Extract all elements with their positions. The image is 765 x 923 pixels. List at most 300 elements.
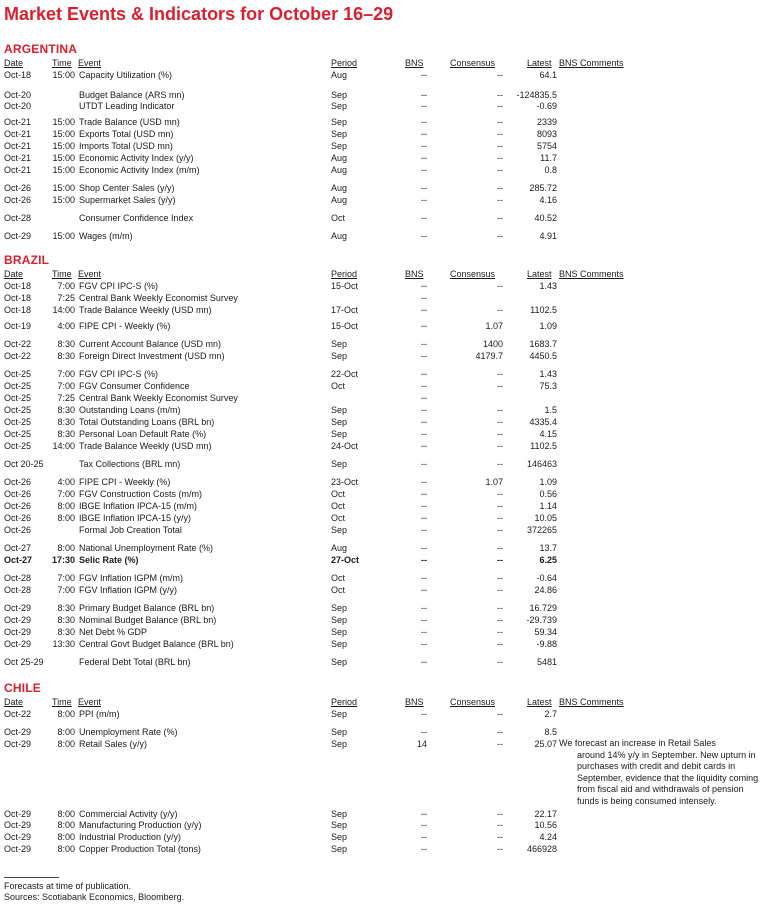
row-period: Sep	[331, 727, 348, 737]
row-bns: --	[421, 429, 427, 439]
row-event: Federal Debt Total (BRL bn)	[79, 657, 191, 667]
row-consensus: --	[497, 231, 503, 241]
row-latest: 1.43	[539, 281, 557, 291]
row-period: Oct	[331, 381, 346, 391]
date-header: Date	[4, 697, 24, 707]
row-date: Oct-21	[4, 129, 32, 139]
row-consensus: --	[497, 405, 503, 415]
time-header: Time	[52, 269, 72, 279]
row-period: Sep	[331, 844, 348, 854]
row-consensus: --	[497, 183, 503, 193]
row-latest: 2.7	[544, 709, 557, 719]
row-bns: --	[421, 70, 427, 80]
row-event: Trade Balance (USD mn)	[79, 117, 180, 127]
table-header	[0, 268, 765, 280]
row-bns: --	[421, 141, 427, 151]
row-event: FIPE CPI - Weekly (%)	[79, 321, 171, 331]
row-latest: 24.86	[534, 585, 557, 595]
table-row	[0, 368, 765, 380]
row-period: Aug	[331, 183, 348, 193]
row-event: Total Outstanding Loans (BRL bn)	[79, 417, 215, 427]
row-time: 8:00	[57, 809, 75, 819]
table-row	[0, 182, 765, 194]
row-bns: --	[421, 809, 427, 819]
row-event: FGV Consumer Confidence	[79, 381, 190, 391]
table-row	[0, 488, 765, 500]
row-period: Oct	[331, 513, 346, 523]
row-consensus: 1.07	[485, 477, 503, 487]
row-latest: 1.43	[539, 369, 557, 379]
row-consensus: --	[497, 615, 503, 625]
row-consensus: --	[497, 195, 503, 205]
row-event: Retail Sales (y/y)	[79, 739, 148, 749]
footer-rule	[4, 877, 59, 878]
row-consensus: --	[497, 281, 503, 291]
table-row	[0, 338, 765, 350]
row-time: 8:00	[57, 739, 75, 749]
table-row	[0, 320, 765, 332]
row-time: 14:00	[52, 305, 75, 315]
row-bns: --	[421, 615, 427, 625]
table-row	[0, 819, 765, 831]
row-period: Sep	[331, 809, 348, 819]
row-consensus: --	[497, 844, 503, 854]
row-date: Oct-22	[4, 351, 32, 361]
row-event: Copper Production Total (tons)	[79, 844, 201, 854]
row-consensus: --	[497, 459, 503, 469]
row-latest: 0.8	[544, 165, 557, 175]
row-period: Sep	[331, 657, 348, 667]
row-bns: --	[421, 213, 427, 223]
row-period: Sep	[331, 603, 348, 613]
row-event: Nominal Budget Balance (BRL bn)	[79, 615, 217, 625]
footer-note: Forecasts at time of publication.	[4, 881, 132, 891]
row-event: PPI (m/m)	[79, 709, 120, 719]
row-time: 14:00	[52, 441, 75, 451]
table-header	[0, 696, 765, 708]
row-time: 15:00	[52, 231, 75, 241]
row-time: 8:00	[57, 844, 75, 854]
row-date: Oct-20	[4, 101, 32, 111]
table-row	[0, 584, 765, 596]
row-event: Manufacturing Production (y/y)	[79, 820, 202, 830]
footer-sources: Sources: Scotiabank Economics, Bloomberg.	[4, 892, 185, 902]
footer	[4, 881, 184, 903]
row-bns: --	[421, 381, 427, 391]
row-period: 27-Oct	[331, 555, 360, 565]
row-event: Central Bank Weekly Economist Survey	[79, 293, 238, 303]
table-row	[0, 292, 765, 304]
row-bns: --	[421, 339, 427, 349]
row-bns: --	[421, 165, 427, 175]
table-row	[0, 843, 765, 855]
row-time: 7:00	[57, 369, 75, 379]
row-consensus: --	[497, 305, 503, 315]
row-date: Oct-29	[4, 603, 32, 613]
table-row	[0, 500, 765, 512]
time-header: Time	[52, 58, 72, 68]
latest-header: Latest	[527, 58, 552, 68]
date-header: Date	[4, 58, 24, 68]
comments-header: BNS Comments	[559, 697, 624, 707]
row-period: Sep	[331, 90, 348, 100]
row-date: Oct-29	[4, 739, 32, 749]
table-row	[0, 738, 765, 806]
consensus-header: Consensus	[450, 697, 496, 707]
row-bns: --	[421, 153, 427, 163]
row-latest: 4.24	[539, 832, 557, 842]
row-event: Economic Activity Index (y/y)	[79, 153, 194, 163]
row-time: 8:00	[57, 727, 75, 737]
section-title: BRAZIL	[4, 253, 50, 267]
row-latest: 22.17	[534, 809, 557, 819]
row-time: 7:00	[57, 281, 75, 291]
row-period: Sep	[331, 709, 348, 719]
row-date: Oct-29	[4, 615, 32, 625]
row-time: 8:30	[57, 351, 75, 361]
row-date: Oct-29	[4, 809, 32, 819]
row-period: Sep	[331, 615, 348, 625]
row-event: FGV Inflation IGPM (y/y)	[79, 585, 178, 595]
row-consensus: --	[497, 657, 503, 667]
row-bns: --	[421, 305, 427, 315]
row-bns: --	[421, 832, 427, 842]
row-date: Oct-26	[4, 489, 32, 499]
row-latest: 1.09	[539, 321, 557, 331]
row-bns: --	[421, 195, 427, 205]
row-consensus: --	[497, 153, 503, 163]
table-row	[0, 350, 765, 362]
row-time: 7:00	[57, 381, 75, 391]
row-period: Oct	[331, 585, 346, 595]
row-bns: --	[421, 639, 427, 649]
row-time: 15:00	[52, 70, 75, 80]
row-consensus: --	[497, 369, 503, 379]
section-chile	[0, 681, 765, 854]
table-row	[0, 128, 765, 140]
row-period: Aug	[331, 153, 348, 163]
table-row	[0, 152, 765, 164]
row-latest: 0.56	[539, 489, 557, 499]
row-time: 8:00	[57, 543, 75, 553]
row-period: 23-Oct	[331, 477, 359, 487]
row-date: Oct-20	[4, 90, 32, 100]
row-bns: --	[421, 441, 427, 451]
row-consensus: --	[497, 141, 503, 151]
row-date: Oct-25	[4, 393, 32, 403]
table-row	[0, 230, 765, 242]
row-date: Oct-18	[4, 305, 32, 315]
comment-first-line: We forecast an increase in Retail Sales	[559, 738, 716, 748]
comments-header: BNS Comments	[559, 58, 624, 68]
row-date: Oct 25-29	[4, 657, 44, 667]
row-period: Sep	[331, 351, 348, 361]
row-time: 8:00	[57, 832, 75, 842]
comments-header: BNS Comments	[559, 269, 624, 279]
section-title: ARGENTINA	[4, 42, 78, 56]
row-latest: 1.14	[539, 501, 557, 511]
row-latest: 4.16	[539, 195, 557, 205]
row-event: FGV CPI IPC-S (%)	[79, 369, 159, 379]
row-event: Central Govt Budget Balance (BRL bn)	[79, 639, 234, 649]
row-bns: --	[421, 709, 427, 719]
row-event: Unemployment Rate (%)	[79, 727, 178, 737]
row-date: Oct-22	[4, 339, 32, 349]
bns-header: BNS	[405, 697, 424, 707]
row-time: 4:00	[57, 477, 75, 487]
row-time: 15:00	[52, 153, 75, 163]
row-event: Commercial Activity (y/y)	[79, 809, 178, 819]
row-period: 15-Oct	[331, 321, 359, 331]
row-date: Oct-29	[4, 627, 32, 637]
row-bns: --	[421, 351, 427, 361]
row-comment	[559, 738, 764, 807]
page-title: Market Events & Indicators for October 16–29	[4, 4, 394, 24]
row-event: IBGE Inflation IPCA-15 (y/y)	[79, 513, 192, 523]
row-latest: -9.88	[536, 639, 557, 649]
row-period: 17-Oct	[331, 305, 359, 315]
row-time: 8:30	[57, 627, 75, 637]
row-event: Personal Loan Default Rate (%)	[79, 429, 207, 439]
row-consensus: 1400	[482, 339, 503, 349]
row-event: FIPE CPI - Weekly (%)	[79, 477, 171, 487]
row-time: 15:00	[52, 117, 75, 127]
table-row	[0, 380, 765, 392]
table-row	[0, 404, 765, 416]
row-consensus: --	[497, 820, 503, 830]
row-bns: --	[421, 321, 427, 331]
row-latest: 1.09	[539, 477, 557, 487]
row-time: 15:00	[52, 141, 75, 151]
table-row	[0, 602, 765, 614]
row-event: Selic Rate (%)	[79, 555, 139, 565]
row-event: UTDT Leading Indicator	[79, 101, 175, 111]
row-consensus: --	[497, 809, 503, 819]
row-latest: -29.739	[526, 615, 557, 625]
row-consensus: --	[497, 627, 503, 637]
row-event: Capacity Utilization (%)	[79, 70, 173, 80]
row-consensus: --	[497, 70, 503, 80]
row-event: Outstanding Loans (m/m)	[79, 405, 181, 415]
row-consensus: 1.07	[485, 321, 503, 331]
row-latest: 2339	[536, 117, 557, 127]
table-header	[0, 57, 765, 69]
row-consensus: 4179.7	[475, 351, 503, 361]
row-consensus: --	[497, 585, 503, 595]
row-event: Economic Activity Index (m/m)	[79, 165, 200, 175]
row-date: Oct-28	[4, 573, 32, 583]
table-row	[0, 554, 765, 566]
row-period: Sep	[331, 417, 348, 427]
row-latest: 1.5	[544, 405, 557, 415]
row-latest: 1102.5	[530, 441, 557, 451]
row-date: Oct-18	[4, 70, 32, 80]
row-date: Oct-29	[4, 639, 32, 649]
row-consensus: --	[497, 543, 503, 553]
row-time: 7:00	[57, 489, 75, 499]
row-period: Sep	[331, 429, 348, 439]
row-time: 8:00	[57, 513, 75, 523]
row-date: Oct-21	[4, 117, 32, 127]
latest-header: Latest	[527, 697, 552, 707]
row-latest: 10.56	[534, 820, 557, 830]
table-row	[0, 140, 765, 152]
table-row	[0, 458, 765, 470]
row-latest: 8093	[536, 129, 557, 139]
row-consensus: --	[497, 603, 503, 613]
row-event: Supermarket Sales (y/y)	[79, 195, 176, 205]
row-date: Oct-26	[4, 501, 32, 511]
row-date: Oct-26	[4, 525, 32, 535]
table-row	[0, 280, 765, 292]
row-consensus: --	[497, 213, 503, 223]
table-row	[0, 614, 765, 626]
row-latest: 59.34	[534, 627, 557, 637]
row-date: Oct-27	[4, 555, 33, 565]
table-row	[0, 69, 765, 81]
row-latest: 4.91	[539, 231, 557, 241]
table-row	[0, 304, 765, 316]
row-latest: 466928	[526, 844, 557, 854]
row-time: 7:00	[57, 573, 75, 583]
table-row	[0, 831, 765, 843]
row-bns: --	[421, 183, 427, 193]
row-latest: 11.7	[540, 153, 557, 163]
comment-continuation: around 14% y/y in September. New upturn in purchases with credit and debit cards in September, evidence that the liquidity coming from fiscal aid and withdrawals of pension funds is being consumed intensely.	[577, 749, 759, 806]
section-brazil	[0, 253, 765, 667]
row-date: Oct-28	[4, 213, 32, 223]
table-row	[0, 392, 765, 404]
row-date: Oct-25	[4, 369, 32, 379]
row-event: Trade Balance Weekly (USD mn)	[79, 441, 212, 451]
row-time: 13:30	[52, 639, 75, 649]
row-date: Oct-21	[4, 165, 32, 175]
row-time: 8:30	[57, 405, 75, 415]
row-bns: --	[421, 501, 427, 511]
row-bns: 14	[416, 739, 427, 749]
row-time: 17:30	[51, 555, 75, 565]
section-argentina	[0, 42, 765, 241]
row-consensus: --	[497, 429, 503, 439]
table-row	[0, 726, 765, 738]
row-event: Imports Total (USD mn)	[79, 141, 173, 151]
row-latest: -124835.5	[516, 90, 557, 100]
row-bns: --	[421, 844, 427, 854]
row-time: 7:00	[57, 585, 75, 595]
row-period: Aug	[331, 195, 348, 205]
row-period: Sep	[331, 627, 348, 637]
table-row	[0, 164, 765, 176]
row-consensus: --	[497, 501, 503, 511]
row-consensus: --	[497, 489, 503, 499]
row-event: Budget Balance (ARS mn)	[79, 90, 185, 100]
row-consensus: --	[497, 555, 503, 565]
consensus-header: Consensus	[450, 58, 496, 68]
row-period: 24-Oct	[331, 441, 359, 451]
row-bns: --	[421, 555, 427, 565]
row-latest: 5481	[536, 657, 557, 667]
row-period: Oct	[331, 573, 346, 583]
row-consensus: --	[497, 525, 503, 535]
row-latest: 1683.7	[529, 339, 557, 349]
row-date: Oct-18	[4, 281, 32, 291]
row-latest: 10.05	[534, 513, 557, 523]
row-latest: -0.69	[536, 101, 557, 111]
row-bns: --	[421, 573, 427, 583]
row-date: Oct-18	[4, 293, 32, 303]
row-time: 4:00	[57, 321, 75, 331]
table-row	[0, 638, 765, 650]
row-bns: --	[421, 627, 427, 637]
row-event: Formal Job Creation Total	[79, 525, 182, 535]
row-period: Sep	[331, 117, 348, 127]
row-period: Oct	[331, 501, 346, 511]
row-date: Oct-25	[4, 381, 32, 391]
row-time: 8:30	[57, 339, 75, 349]
period-header: Period	[331, 697, 358, 707]
row-latest: 146463	[526, 459, 557, 469]
row-consensus: --	[497, 417, 503, 427]
row-date: Oct-25	[4, 441, 32, 451]
row-bns: --	[421, 543, 427, 553]
period-header: Period	[331, 269, 358, 279]
row-period: Sep	[331, 820, 348, 830]
row-bns: --	[421, 489, 427, 499]
row-period: Sep	[331, 639, 348, 649]
row-period: Sep	[331, 832, 348, 842]
table-row	[0, 428, 765, 440]
row-time: 8:30	[57, 429, 75, 439]
row-date: Oct-29	[4, 832, 32, 842]
row-time: 8:00	[57, 820, 75, 830]
row-latest: 75.3	[539, 381, 557, 391]
table-row	[0, 572, 765, 584]
table-row	[0, 100, 765, 112]
row-latest: 25.07	[534, 739, 557, 749]
row-date: Oct-26	[4, 195, 32, 205]
table-row	[0, 524, 765, 536]
row-period: Sep	[331, 129, 348, 139]
row-latest: 8.5	[544, 727, 557, 737]
row-latest: 64.1	[539, 70, 557, 80]
table-row	[0, 212, 765, 224]
row-period: Sep	[331, 459, 348, 469]
row-date: Oct-29	[4, 820, 32, 830]
row-latest: 6.25	[539, 555, 557, 565]
date-header: Date	[4, 269, 24, 279]
row-period: Aug	[331, 231, 348, 241]
row-time: 7:25	[57, 293, 75, 303]
row-bns: --	[421, 281, 427, 291]
row-date: Oct-25	[4, 405, 32, 415]
row-date: Oct-26	[4, 513, 32, 523]
row-date: Oct-25	[4, 429, 32, 439]
row-event: IBGE Inflation IPCA-15 (m/m)	[79, 501, 198, 511]
row-consensus: --	[497, 709, 503, 719]
row-date: Oct-26	[4, 477, 32, 487]
row-bns: --	[421, 405, 427, 415]
row-bns: --	[421, 231, 427, 241]
row-latest: 4.15	[539, 429, 557, 439]
row-bns: --	[421, 657, 427, 667]
row-time: 8:30	[57, 615, 75, 625]
row-period: Sep	[331, 525, 348, 535]
consensus-header: Consensus	[450, 269, 496, 279]
row-consensus: --	[497, 727, 503, 737]
row-bns: --	[421, 417, 427, 427]
row-consensus: --	[497, 381, 503, 391]
row-period: Sep	[331, 739, 348, 749]
